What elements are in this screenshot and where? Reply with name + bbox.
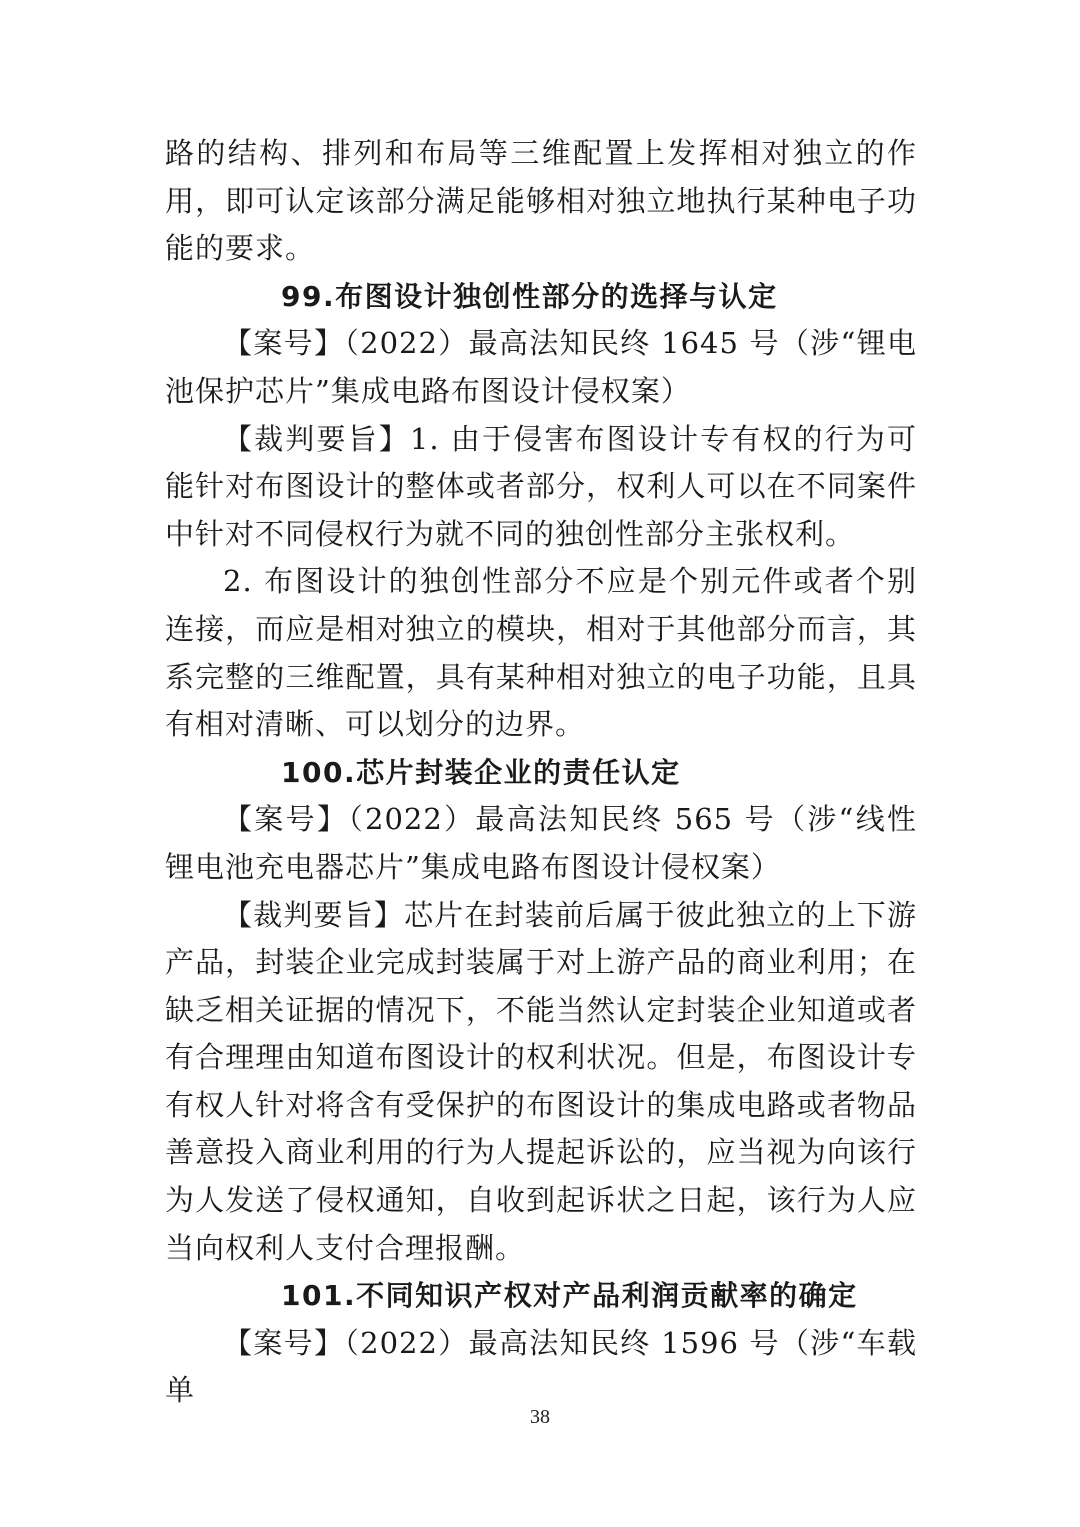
ruling-summary-paragraph: 【裁判要旨】1. 由于侵害布图设计专有权的行为可能针对布图设计的整体或者部分，权利人可以在不同案件中针对不同侵权行为就不同的独创性部分主张权利。 [165, 421, 917, 551]
paragraph-continuation: 路的结构、排列和布局等三维配置上发挥相对独立的作用，即可认定该部分满足能够相对独立地执行某种电子功能的要求。 [165, 136, 917, 266]
page-number: 38 [530, 1406, 550, 1428]
section-heading-99 [165, 273, 917, 321]
section-number: 99. [281, 279, 336, 313]
section-title: 芯片封装企业的责任认定 [356, 755, 681, 789]
case-number-paragraph: 【案号】（2022）最高法知民终 1596 号（涉“车载单 [165, 1325, 917, 1408]
case-number-paragraph: 【案号】（2022）最高法知民终 1645 号（涉“锂电池保护芯片”集成电路布图设计侵权案） [165, 326, 917, 408]
section-number: 100. [281, 755, 357, 789]
case-number-paragraph: 【案号】（2022）最高法知民终 565 号（涉“线性锂电池充电器芯片”集成电路布图设计侵权案） [165, 802, 917, 884]
section-number: 101. [281, 1279, 357, 1313]
section-heading-101 [165, 1272, 917, 1320]
document-body [165, 130, 917, 1415]
ruling-summary-paragraph: 【裁判要旨】芯片在封装前后属于彼此独立的上下游产品，封装企业完成封装属于对上游产品的商业利用；在缺乏相关证据的情况下，不能当然认定封装企业知道或者有合理理由知道布图设计的权利状况。但是，布图设计专有权人针对将含有受保护的布图设计的集成电路或者物品善意投入商业利用的行为人提起诉讼的，应当视为向该行为人发送了侵权通知，自收到起诉状之日起，该行为人应当向权利人支付合理报酬。 [165, 897, 917, 1265]
section-title: 布图设计独创性部分的选择与认定 [335, 279, 778, 313]
section-title: 不同知识产权对产品利润贡献率的确定 [356, 1279, 858, 1313]
section-heading-100 [165, 749, 917, 797]
ruling-summary-paragraph: 2. 布图设计的独创性部分不应是个别元件或者个别连接，而应是相对独立的模块，相对于其他部分而言，其系完整的三维配置，具有某种相对独立的电子功能，且具有相对清晰、可以划分的边界。 [165, 564, 917, 742]
